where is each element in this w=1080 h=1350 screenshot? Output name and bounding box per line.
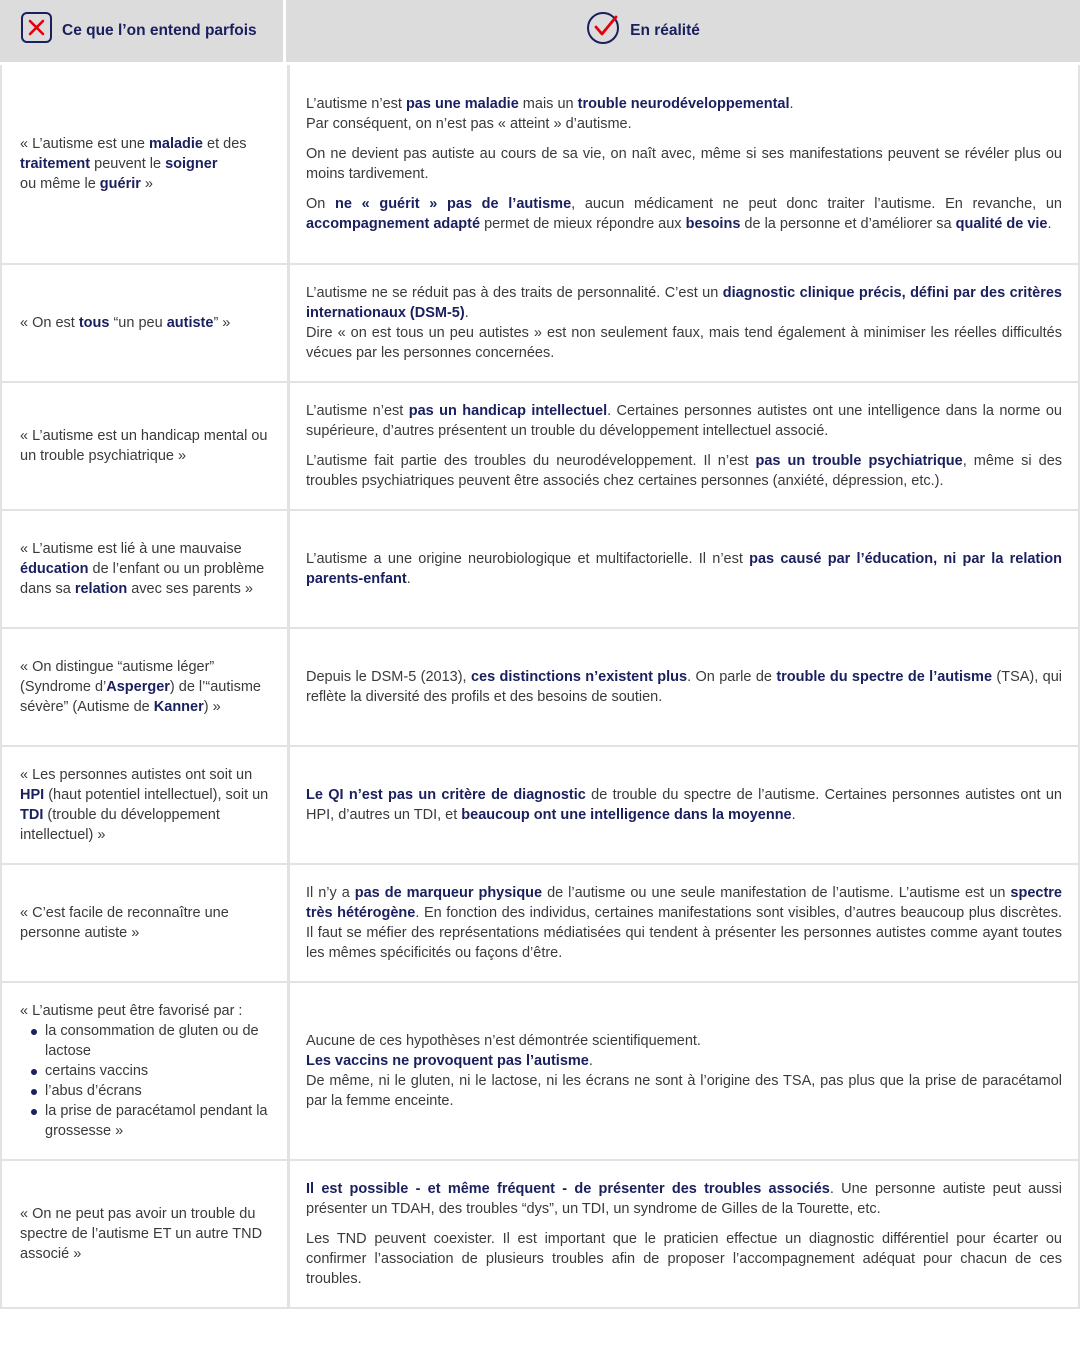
reality-paragraph: L’autisme n’est pas un handicap intellectuel. Certaines personnes autistes ont une intelligence dans la norme ou supérieure, d’autres présentent un trouble du développement intellectuel associé. xyxy=(306,403,1062,439)
myth-intro: « L’autisme peut être favorisé par : xyxy=(20,1003,243,1019)
myth-cell xyxy=(2,65,290,263)
myth-text: « C’est facile de reconnaître une personne autiste » xyxy=(20,905,229,941)
reality-paragraph: Il n’y a pas de marqueur physique de l’autisme ou une seule manifestation de l’autisme. L’autisme est un spectre très hétérogène. En fonction des individus, certaines manifestations sont visibles, d’autres beaucoup plus discrètes. Il faut se méfier des représentations médiatisées qui tendent à présenter les personnes autistes comme ayant toutes les mêmes spécificités ou façons d’être. xyxy=(306,885,1062,961)
list-item: certains vaccins xyxy=(45,1061,269,1081)
reality-paragraph: L’autisme a une origine neurobiologique et multifactorielle. Il n’est pas causé par l’éducation, ni par la relation parents-enfant. xyxy=(306,551,1063,587)
list-item: l’abus d’écrans xyxy=(45,1081,269,1101)
cross-icon xyxy=(20,11,54,51)
reality-cell xyxy=(290,65,1078,263)
myth-cell xyxy=(2,983,290,1159)
myth-text: « L’autisme est une maladie et des traitement peuvent le soigner ou même le guérir » xyxy=(20,136,247,192)
table-row xyxy=(0,629,1080,747)
reality-cell xyxy=(290,265,1078,381)
reality-paragraph: On ne devient pas autiste au cours de sa vie, on naît avec, même si ses manifestations peuvent se révéler plus ou moins tardivement. xyxy=(306,146,1062,182)
myth-cell xyxy=(2,1161,290,1307)
reality-cell xyxy=(290,983,1078,1159)
check-icon xyxy=(586,10,622,52)
reality-cell xyxy=(290,383,1078,509)
myth-text: « On distingue “autisme léger” (Syndrome d’Asperger) de l’“autisme sévère” (Autisme de Kanner) » xyxy=(20,659,261,715)
list-item: la consommation de gluten ou de lactose xyxy=(45,1021,269,1061)
reality-paragraph: Aucune de ces hypothèses n’est démontrée scientifiquement. Les vaccins ne provoquent pas l’autisme. De même, ni le gluten, ni le lactose, ni les écrans ne sont à l’origine des TSA, pas plus que la prise de paracétamol par la femme enceinte. xyxy=(306,1033,1062,1109)
header-myth-label: Ce que l’on entend parfois xyxy=(62,22,257,39)
reality-paragraph: Le QI n’est pas un critère de diagnostic de trouble du spectre de l’autisme. Certaines personnes autistes ont un HPI, d’autres un TDI, et beaucoup ont une intelligence dans la moyenne. xyxy=(306,787,1062,823)
myth-text: « L’autisme est un handicap mental ou un trouble psychiatrique » xyxy=(20,428,268,464)
reality-paragraph: On ne « guérit » pas de l’autisme, aucun médicament ne peut donc traiter l’autisme. En revanche, un accompagnement adapté permet de mieux répondre aux besoins de la personne et d’améliorer sa qualité de vie. xyxy=(306,196,1062,232)
myth-cell xyxy=(2,865,290,981)
table-row xyxy=(0,1161,1080,1309)
list-item: la prise de paracétamol pendant la grossesse » xyxy=(45,1103,268,1139)
myth-text: « On est tous “un peu autiste” » xyxy=(20,315,231,331)
myth-text: « L’autisme est lié à une mauvaise éducation de l’enfant ou un problème dans sa relation avec ses parents » xyxy=(20,541,265,597)
myth-cell xyxy=(2,629,290,745)
header-reality-cell xyxy=(286,0,1080,62)
reality-cell xyxy=(290,629,1078,745)
table-row xyxy=(0,383,1080,511)
myth-text: « Les personnes autistes ont soit un HPI (haut potentiel intellectuel), soit un TDI (trouble du développement intellectuel) » xyxy=(20,767,269,843)
reality-cell xyxy=(290,1161,1078,1307)
reality-paragraph: L’autisme ne se réduit pas à des traits de personnalité. C’est un diagnostic clinique précis, défini par des critères internationaux (DSM-5). Dire « on est tous un peu autistes » est non seulement faux, mais tend également à minimiser les réelles difficultés vécues par les personnes concernées. xyxy=(306,285,1062,361)
myth-text: « On ne peut pas avoir un trouble du spectre de l’autisme ET un autre TND associé » xyxy=(20,1206,263,1262)
header-myth-cell xyxy=(0,0,286,62)
myth-list xyxy=(20,1021,269,1141)
reality-cell xyxy=(290,865,1078,981)
reality-paragraph: L’autisme fait partie des troubles du neurodéveloppement. Il n’est pas un trouble psychiatrique, même si des troubles psychiatriques peuvent être associés chez certaines personnes (anxiété, dépression, etc.). xyxy=(306,453,1063,489)
reality-cell xyxy=(290,511,1078,627)
table-row xyxy=(0,983,1080,1161)
table-row xyxy=(0,865,1080,983)
myth-cell xyxy=(2,383,290,509)
myth-text xyxy=(20,1001,269,1141)
table-row xyxy=(0,265,1080,383)
myth-cell xyxy=(2,511,290,627)
table-row xyxy=(0,747,1080,865)
table-header xyxy=(0,0,1080,65)
reality-paragraph: Les TND peuvent coexister. Il est important que le praticien effectue un diagnostic différentiel pour écarter ou confirmer l’association de plusieurs troubles afin de proposer l’accompagnement adéquat pour chacun de ces troubles. xyxy=(306,1231,1062,1287)
reality-cell xyxy=(290,747,1078,863)
table-row xyxy=(0,65,1080,265)
myth-cell xyxy=(2,747,290,863)
table-row xyxy=(0,511,1080,629)
reality-paragraph: L’autisme n’est pas une maladie mais un trouble neurodéveloppemental. Par conséquent, on n’est pas « atteint » d’autisme. xyxy=(306,96,794,132)
myth-cell xyxy=(2,265,290,381)
reality-paragraph: Depuis le DSM-5 (2013), ces distinctions n’existent plus. On parle de trouble du spectre de l’autisme (TSA), qui reflète la diversité des profils et des besoins de soutien. xyxy=(306,669,1063,705)
reality-paragraph: Il est possible - et même fréquent - de présenter des troubles associés. Une personne autiste peut aussi présenter un TDAH, des troubles “dys”, un TDI, un syndrome de Gilles de la Tourette, etc. xyxy=(306,1181,1063,1217)
header-reality-label: En réalité xyxy=(630,22,700,39)
